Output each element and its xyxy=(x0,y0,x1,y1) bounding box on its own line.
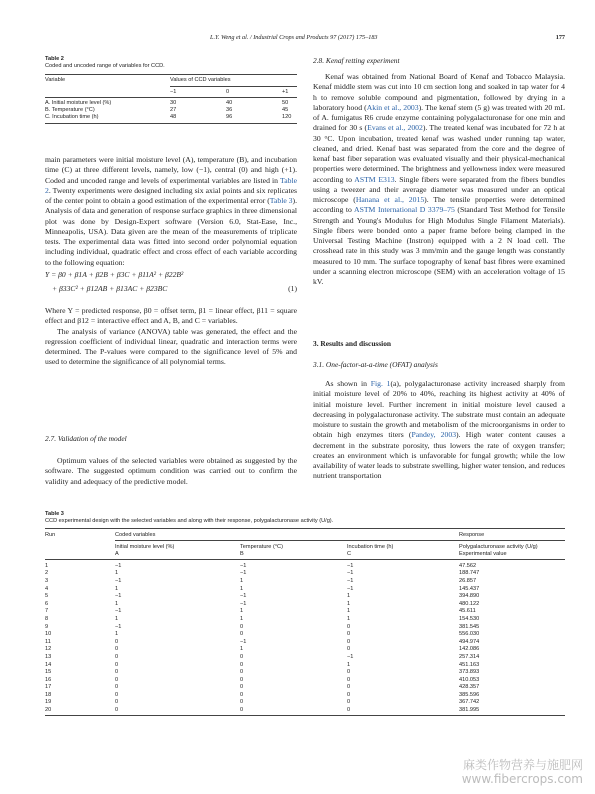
table-cell: 47.562 xyxy=(459,562,477,569)
table-cell: 48 xyxy=(170,114,177,121)
table-row xyxy=(45,654,565,662)
table-cell: 1 xyxy=(347,615,351,622)
table-cell: 0 xyxy=(347,699,351,706)
left-column-end xyxy=(45,456,297,487)
table-row xyxy=(45,616,565,624)
table-cell: 1 xyxy=(115,615,119,622)
table-cell: 0 xyxy=(240,631,244,638)
table-cell: 0 xyxy=(240,669,244,676)
table-2-variable-name: A. Initial moisture level (%) xyxy=(45,99,112,106)
table-cell: 27 xyxy=(170,106,177,113)
table-cell: 1 xyxy=(240,577,244,584)
table-cell: 145.437 xyxy=(459,585,480,592)
table-cell: 120 xyxy=(282,114,292,121)
table-2 xyxy=(45,56,297,124)
table-2-caption: Coded and uncoded range of variables for CCD. xyxy=(45,63,165,69)
table-3-header-coded: Coded variables xyxy=(115,532,156,538)
table-cell: 0 xyxy=(115,699,119,706)
section-heading-2-7: 2.7. Validation of the model xyxy=(45,434,127,443)
table-cell: −1 xyxy=(347,577,354,584)
right-column-cont xyxy=(313,379,565,482)
right-column xyxy=(313,72,565,287)
table-cell: 0 xyxy=(115,669,119,676)
table-3-header-a-code: A xyxy=(115,551,119,558)
table-row xyxy=(45,578,565,586)
table-cell: 3 xyxy=(45,577,49,584)
table-cell: 6 xyxy=(45,600,49,607)
table-2-link[interactable]: Table 2 xyxy=(45,175,297,195)
table-cell: 45.611 xyxy=(459,608,476,615)
journal-citation: L.Y. Weng et al. / Industrial Crops and Products 97 (2017) 175–183 xyxy=(210,34,378,41)
table-cell: 381.545 xyxy=(459,623,480,630)
table-cell: 16 xyxy=(45,676,52,683)
table-row xyxy=(45,593,565,601)
table-row xyxy=(45,624,565,632)
table-row xyxy=(45,677,565,685)
paragraph: main parameters were initial moisture level (A), temperature (B), and incubation time (C) at three different levels, namely, low (−1), central (0) and high (+1). Coded and uncoded range and levels of experimental variables are listed in Table 2. Twenty experiments were designed including six axial points and six replicates of the center point to obtain a good estimation of the experimental error (Table 3). Analysis of data and generation of response surface graphics in three dimensional plot was done by Design-Expert software (Version 6.0, Stat-Ease, Inc., Minneapolis, USA). Data given are the mean of the measurements of triplicate tests. The experimental data was fitted into second order polynomial equation including individual, quadratic effect and cross effect of each variable according to the following equation: xyxy=(45,155,298,267)
table-3-grid xyxy=(45,529,565,715)
table-cell: 1 xyxy=(240,585,244,592)
table-cell: −1 xyxy=(115,593,122,600)
table-cell: 0 xyxy=(115,661,119,668)
watermark-line: www.fibercrops.com xyxy=(461,772,583,786)
table-3-header-experimental: Experimental value xyxy=(459,551,507,558)
table-2-level: +1 xyxy=(282,88,289,95)
table-3-title: Table 3 xyxy=(45,511,64,517)
table-cell: 0 xyxy=(115,646,119,653)
table-2-level: 0 xyxy=(226,88,230,95)
table-cell: 19 xyxy=(45,699,52,706)
table-cell: 142.086 xyxy=(459,646,480,653)
table-cell: 2 xyxy=(45,570,49,577)
table-cell: 556.030 xyxy=(459,631,480,638)
table-row xyxy=(45,114,297,121)
table-cell: 1 xyxy=(115,631,119,638)
table-2-variable-name: B. Temperature (°C) xyxy=(45,106,95,113)
table-cell: 0 xyxy=(115,638,119,645)
table-cell: 0 xyxy=(240,684,244,691)
table-row xyxy=(45,669,565,677)
table-cell: 385.596 xyxy=(459,691,480,698)
table-cell: 451.163 xyxy=(459,661,480,668)
table-cell: −1 xyxy=(347,653,354,660)
table-3-caption: CCD experimental design with the selected variables and along with their response, polygalacturonase activity (U/g). xyxy=(45,518,334,524)
left-column-cont xyxy=(45,306,297,368)
table-cell: 20 xyxy=(45,707,52,714)
table-cell: 381.995 xyxy=(459,707,480,714)
table-cell: 0 xyxy=(347,623,351,630)
table-cell: 11 xyxy=(45,638,51,645)
table-cell: 0 xyxy=(115,691,119,698)
table-cell: 8 xyxy=(45,615,49,622)
table-cell: 15 xyxy=(45,669,52,676)
table-cell: −1 xyxy=(240,593,247,600)
table-3 xyxy=(45,511,565,716)
table-cell: 13 xyxy=(45,653,52,660)
left-column xyxy=(45,155,297,268)
table-cell: 154.530 xyxy=(459,615,480,622)
table-cell: 1 xyxy=(240,615,244,622)
table-cell: −1 xyxy=(240,638,247,645)
table-cell: −1 xyxy=(115,623,122,630)
table-cell: 0 xyxy=(240,676,244,683)
table-cell: 0 xyxy=(347,691,351,698)
table-cell: −1 xyxy=(115,562,122,569)
table-row xyxy=(45,586,565,594)
table-cell: 0 xyxy=(347,707,351,714)
watermark xyxy=(462,758,583,786)
table-cell: 7 xyxy=(45,608,49,615)
citation-link[interactable]: Pandey, 2003 xyxy=(411,430,457,440)
table-row xyxy=(45,662,565,670)
table-3-header-c-code: C xyxy=(347,551,352,558)
citation-link[interactable]: ASTM E313 xyxy=(354,174,395,184)
table-cell: 36 xyxy=(226,106,233,113)
table-cell: 1 xyxy=(115,585,119,592)
table-cell: 257.314 xyxy=(459,653,480,660)
equation-number: (1) xyxy=(288,284,297,293)
table-row xyxy=(45,608,565,616)
table-3-header-response: Response xyxy=(459,532,485,538)
table-3-header-run: Run xyxy=(45,532,56,538)
table-cell: 494.974 xyxy=(459,638,480,645)
paragraph: Kenaf was obtained from National Board of Kenaf and Tobacco Malaysia. Kenaf middle stem was cut into 10 cm section long and soaked in tap water for 4 h to remove soluble compound and pigmentation, followed by drying in a laboratory hood (Akin et al., 2003). The kenaf stem (5 g) was treated with 20 mL of A. fumigatus R6 crude enzyme containing polygalacturonase for one min and drained for 30 s (Evans et al., 2002). The treated kenaf was incubated for 72 h at 30 °C. Upon incubation, treated kenaf was washed under running tap water, cleaned, and dried. Kenaf bast was separated from the core and the degree of kenaf bast fiber separation was evaluated visually and their physical-mechanical properties were determined. The brightness and yellowness index were measured according to ASTM E313. Single fibers were separated from the fibers bundles using a tweezer and their average diameter was measured under an optical microscope (Hanana et al., 2015). The tensile properties were determined according to ASTM International D 3379–75 (Standard Test Method for Tensile Strength and Young's Modulus for High Modulus Single Filament Materials). Single fibers were bonded onto a paper frame before being clamped in the Universal Testing Machine (Instron) equipped with a 2 N load cell. The crosshead rate in this study was 3 mm/min and the gauge length was constantly measured to 10 mm. The surface topography of kenaf bast fibres were examined under a scanning electron microscope (SEM) with an acceleration voltage of 15 kV. xyxy=(313,72,565,286)
table-cell: 1 xyxy=(347,661,351,668)
citation-link[interactable]: ASTM International D 3379–75 xyxy=(354,205,455,215)
equation-line: + β33C² + β12AB + β13AC + β23BC xyxy=(52,284,168,293)
equation-line: Y = β0 + β1A + β2B + β3C + β11A² + β22B² xyxy=(45,270,184,279)
table-2-grid xyxy=(45,75,297,121)
table-cell: 12 xyxy=(45,646,52,653)
table-cell: −1 xyxy=(240,562,247,569)
table-cell: 18 xyxy=(45,691,52,698)
table-2-col-values: Values of CCD variables xyxy=(170,75,297,86)
table-cell: 0 xyxy=(240,623,244,630)
table-3-header-b: Temperature (°C) xyxy=(240,543,283,550)
figure-1-link[interactable]: Fig. 1 xyxy=(370,379,391,388)
table-cell: −1 xyxy=(347,585,354,592)
table-2-level: −1 xyxy=(170,88,177,95)
paragraph: The analysis of variance (ANOVA) table was generated, the effect and the regression coefficient of individual linear, quadratic and interaction terms were determined. The P-values were compared to the significance level of 5% and used to determine the significance of all polynomial terms. xyxy=(45,326,297,367)
table-cell: 1 xyxy=(45,562,49,569)
table-row xyxy=(45,100,297,107)
table-cell: 0 xyxy=(347,631,351,638)
table-cell: 367.742 xyxy=(459,699,480,706)
table-3-link[interactable]: Table 3 xyxy=(269,196,293,205)
table-cell: −1 xyxy=(240,570,247,577)
table-row xyxy=(45,570,565,578)
running-header xyxy=(210,34,565,41)
table-cell: 410.053 xyxy=(459,676,480,683)
table-cell: 0 xyxy=(240,699,244,706)
table-cell: 40 xyxy=(226,99,233,106)
table-cell: 1 xyxy=(240,646,244,653)
table-cell: 480.122 xyxy=(459,600,480,607)
section-heading-3: 3. Results and discussion xyxy=(313,339,392,348)
table-cell: 1 xyxy=(115,600,119,607)
table-cell: 188.747 xyxy=(459,570,480,577)
table-cell: 1 xyxy=(115,570,119,577)
table-cell: 14 xyxy=(45,661,52,668)
table-cell: −1 xyxy=(347,570,354,577)
table-cell: −1 xyxy=(240,600,247,607)
table-cell: −1 xyxy=(347,562,354,569)
table-cell: 0 xyxy=(115,676,119,683)
table-cell: 1 xyxy=(347,593,351,600)
table-row xyxy=(45,684,565,692)
table-cell: 394.890 xyxy=(459,593,480,600)
table-2-title: Table 2 xyxy=(45,56,64,62)
table-3-header-response-name: Polygalacturonase activity (U/g) xyxy=(459,543,538,550)
table-cell: 26.857 xyxy=(459,577,477,584)
table-cell: 17 xyxy=(45,684,52,691)
table-cell: 1 xyxy=(347,600,351,607)
table-cell: 30 xyxy=(170,99,177,106)
table-cell: 1 xyxy=(347,608,351,615)
citation-link[interactable]: Evans et al., 2002 xyxy=(367,123,423,133)
table-cell: 0 xyxy=(115,684,119,691)
section-heading-2-8: 2.8. Kenaf retting experiment xyxy=(313,56,400,65)
table-cell: 96 xyxy=(226,114,233,121)
table-cell: 0 xyxy=(347,646,351,653)
paragraph: Optimum values of the selected variables were obtained as suggested by the software. The suggested optimum condition was carried out to confirm the validity and adequacy of the predictive model. xyxy=(45,456,297,486)
paragraph: As shown in Fig. 1(a), polygalacturonase activity increased sharply from initial moisture level of 20% to 40%, reaching its highest activity at 40% of initial moisture level. Further increment in initial moisture level caused a decreasing in polygalacturonase activity. The substrate must contain an adequate moisture to sustain the growth and metabolism of the microorganisms in order to obtain high enzymes titers (Pandey, 2003). High water content causes a decrement in the substrate porosity, thus lowers the rate of oxygen transfer; creates an environment which is unfavorable for fungal growth; while the low availability of water leads to substrate swelling, higher water tension, and reduces nutrient transportation xyxy=(313,379,565,481)
table-cell: 45 xyxy=(282,106,289,113)
table-cell: 0 xyxy=(347,684,351,691)
table-2-col-variable: Variable xyxy=(45,77,66,83)
table-cell: 0 xyxy=(347,669,351,676)
table-cell: 0 xyxy=(347,676,351,683)
table-2-variable-name: C. Incubation time (h) xyxy=(45,114,99,121)
page-number: 177 xyxy=(555,34,565,41)
table-cell: 10 xyxy=(45,631,52,638)
citation-link[interactable]: Hanana et al., 2015 xyxy=(355,195,425,204)
table-3-header-c: Incubation time (h) xyxy=(347,543,394,550)
table-row xyxy=(45,107,297,114)
table-cell: −1 xyxy=(115,577,122,584)
table-row xyxy=(45,639,565,647)
table-cell: 428.357 xyxy=(459,684,480,691)
table-row xyxy=(45,646,565,654)
table-row xyxy=(45,601,565,609)
table-cell: 0 xyxy=(240,691,244,698)
table-cell: 5 xyxy=(45,593,49,600)
table-cell: 9 xyxy=(45,623,49,630)
table-cell: 4 xyxy=(45,585,49,592)
table-row xyxy=(45,631,565,639)
table-cell: 50 xyxy=(282,99,289,106)
table-cell: 0 xyxy=(240,707,244,714)
table-cell: 373.893 xyxy=(459,669,480,676)
table-cell: 1 xyxy=(240,608,244,615)
table-cell: 0 xyxy=(115,653,119,660)
table-row xyxy=(45,692,565,700)
citation-link[interactable]: Akin et al., 2003 xyxy=(366,102,419,112)
table-cell: −1 xyxy=(115,608,122,615)
watermark-line: 麻类作物营养与施肥网 xyxy=(462,758,583,772)
table-cell: 0 xyxy=(240,653,244,660)
table-row xyxy=(45,563,565,571)
table-3-header-b-code: B xyxy=(240,551,244,558)
table-3-header-a: Initial moisture level (%) xyxy=(115,543,175,550)
equation xyxy=(45,270,297,293)
table-cell: 0 xyxy=(347,638,351,645)
table-row xyxy=(45,707,565,715)
table-row xyxy=(45,699,565,707)
table-cell: 0 xyxy=(240,661,244,668)
section-heading-3-1: 3.1. One-factor-at-a-time (OFAT) analysis xyxy=(313,360,438,369)
table-cell: 0 xyxy=(115,707,119,714)
paragraph: Where Y = predicted response, β0 = offset term, β1 = linear effect, β11 = square effect and β12 = interactive effect and A, B, and C = variables. xyxy=(45,306,297,326)
